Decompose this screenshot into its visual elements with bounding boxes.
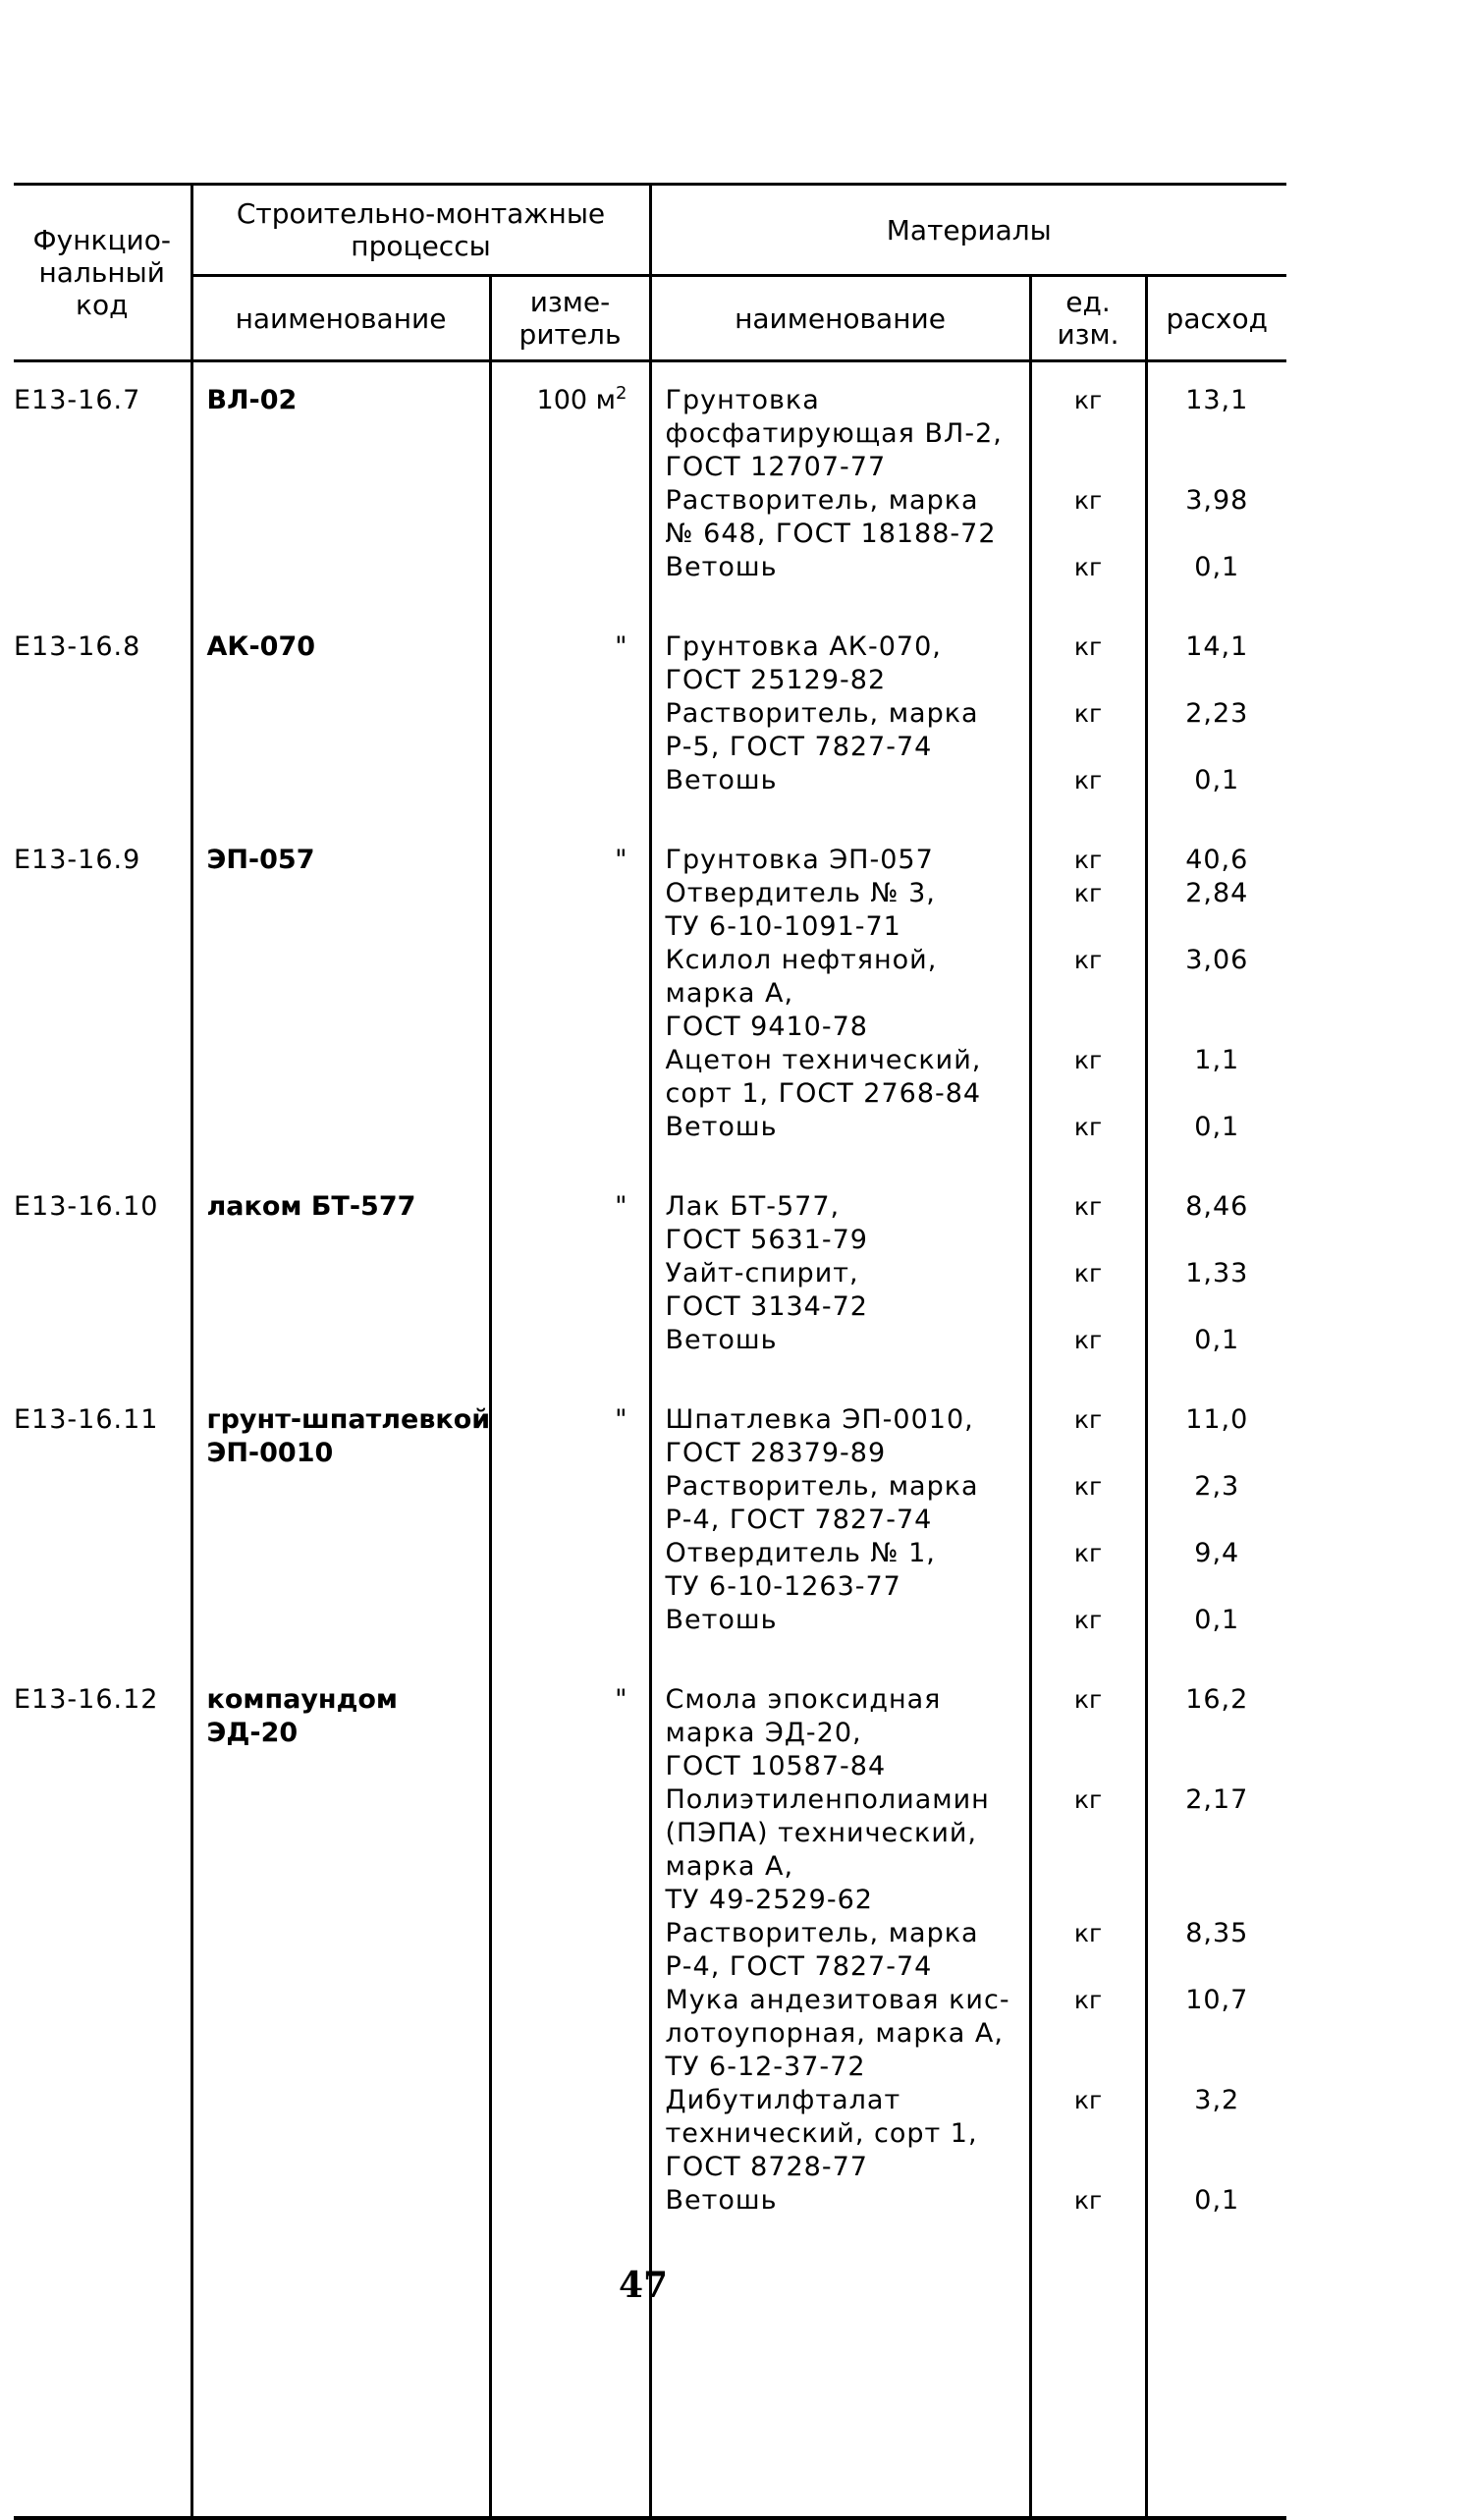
material-name	[652, 630, 1029, 697]
material-qty: 3,98	[1185, 485, 1249, 516]
material-name-line: марка А,	[665, 1851, 794, 1882]
material-unit: кг	[1073, 1192, 1103, 1221]
material-qty: 0,1	[1194, 1605, 1240, 1635]
material-name-line: Грунтовка АК-070,	[665, 631, 942, 662]
material-name-line: ТУ 6-12-37-72	[665, 2052, 866, 2082]
material-name	[652, 944, 1029, 1044]
material-unit: кг	[1073, 486, 1103, 515]
material-name-line: ГОСТ 28379-89	[665, 1438, 887, 1468]
header-code: Функцио- нальный код	[14, 185, 191, 361]
material-name-line: Растворитель, марка	[665, 485, 979, 516]
material-unit: кг	[1073, 699, 1103, 728]
material-name-line: ГОСТ 10587-84	[665, 1751, 887, 1781]
material-name-line: сорт 1, ГОСТ 2768-84	[665, 1078, 982, 1109]
material-qty: 0,1	[1194, 765, 1240, 795]
header-material-unit: ед. изм.	[1030, 276, 1146, 361]
material-name-line: Ветошь	[665, 1112, 778, 1142]
material-unit: кг	[1073, 1326, 1103, 1354]
process-unit-text: 100 м	[536, 385, 617, 415]
material-unit: кг	[1073, 1685, 1103, 1714]
material-qty: 2,23	[1185, 698, 1249, 729]
material-name-line: Отвердитель № 3,	[665, 878, 936, 908]
material-qty: 16,2	[1185, 1684, 1249, 1715]
material-unit: кг	[1073, 1259, 1103, 1287]
material-name-line: Отвердитель № 1,	[665, 1538, 936, 1568]
material-name-line: Грунтовка	[665, 385, 820, 415]
material-qty: 3,2	[1194, 2085, 1240, 2115]
material-name	[652, 1683, 1029, 1783]
row-process-name	[193, 1683, 489, 1750]
process-name-line: компаундом	[206, 1684, 398, 1715]
process-name-line: ЭП-0010	[206, 1438, 334, 1468]
table-header	[14, 185, 1286, 361]
material-name-line: Ксилол нефтяной,	[665, 945, 938, 975]
process-unit-text: "	[615, 1404, 627, 1435]
material-qty: 2,17	[1185, 1784, 1249, 1815]
row-code: Е13-16.7	[14, 385, 141, 415]
process-unit-superscript: 2	[616, 383, 627, 404]
header-process-name: наименование	[191, 276, 490, 361]
material-name-line: Полиэтиленполиамин	[665, 1784, 990, 1815]
material-unit: кг	[1073, 1785, 1103, 1814]
code-column	[14, 361, 191, 2519]
material-name-line: Растворитель, марка	[665, 698, 979, 729]
material-unit: кг	[1073, 1113, 1103, 1141]
material-name	[652, 877, 1029, 944]
material-name-line: Шпатлевка ЭП-0010,	[665, 1404, 974, 1435]
material-name	[652, 384, 1029, 484]
material-name	[652, 1190, 1029, 1257]
material-name-line: ГОСТ 5631-79	[665, 1225, 868, 1255]
material-name-line: ГОСТ 12707-77	[665, 452, 887, 482]
material-name	[652, 1604, 1029, 1637]
material-qty: 8,35	[1185, 1918, 1249, 1948]
row-process-name	[193, 1403, 489, 1470]
material-name	[652, 1537, 1029, 1604]
process-name-line: ВЛ-02	[206, 385, 298, 415]
material-name-line: Лак БТ-577,	[665, 1191, 841, 1222]
header-materials-group: Материалы	[650, 185, 1286, 276]
material-unit: кг	[1073, 1472, 1103, 1501]
material-name	[652, 551, 1029, 584]
material-name-line: ГОСТ 8728-77	[665, 2152, 868, 2182]
material-unit: кг	[1073, 2086, 1103, 2114]
material-name-line: марка ЭД-20,	[665, 1718, 862, 1748]
material-name-line: Грунтовка ЭП-057	[665, 845, 934, 875]
material-qty: 0,1	[1194, 1325, 1240, 1355]
material-unit: кг	[1073, 553, 1103, 581]
page-number: 47	[618, 2265, 669, 2306]
process-name-line: лаком БТ-577	[206, 1191, 416, 1222]
material-name-line: Уайт-спирит,	[665, 1258, 859, 1288]
material-qty: 2,84	[1185, 878, 1249, 908]
material-name-line: фосфатирующая ВЛ-2,	[665, 418, 1003, 449]
process-unit-text: "	[615, 845, 627, 875]
material-unit: кг	[1073, 2186, 1103, 2215]
material-name	[652, 1984, 1029, 2084]
material-unit: кг	[1073, 1919, 1103, 1947]
material-name	[652, 844, 1029, 877]
row-process-unit	[492, 1683, 649, 1717]
row-process-name	[193, 630, 489, 664]
material-qty: 1,33	[1185, 1258, 1249, 1288]
material-unit: кг	[1073, 386, 1103, 414]
material-name	[652, 2184, 1029, 2218]
row-process-unit	[492, 384, 649, 417]
material-name-line: технический, сорт 1,	[665, 2118, 978, 2149]
material-unit: кг	[1073, 766, 1103, 794]
materials-table	[14, 183, 1286, 2520]
material-unit: кг	[1073, 946, 1103, 974]
row-code: Е13-16.12	[14, 1684, 159, 1715]
material-name	[652, 1917, 1029, 1984]
material-name-line: Растворитель, марка	[665, 1471, 979, 1502]
material-name-line: Ветошь	[665, 1605, 778, 1635]
row-code: Е13-16.9	[14, 845, 141, 875]
row-process-unit	[492, 630, 649, 664]
material-qty: 1,1	[1194, 1045, 1240, 1075]
material-name-line: Ветошь	[665, 1325, 778, 1355]
material-name-line: ГОСТ 3134-72	[665, 1291, 868, 1322]
material-qty: 8,46	[1185, 1191, 1249, 1222]
material-name	[652, 764, 1029, 797]
material-name	[652, 2084, 1029, 2184]
row-code: Е13-16.10	[14, 1191, 159, 1222]
material-qty: 40,6	[1185, 845, 1249, 875]
material-qty: 0,1	[1194, 552, 1240, 582]
material-name-line: марка А,	[665, 978, 794, 1009]
material-name-line: № 648, ГОСТ 18188-72	[665, 519, 997, 549]
process-unit-text: "	[615, 631, 627, 662]
material-name	[652, 1111, 1029, 1144]
material-qty: 13,1	[1185, 385, 1249, 415]
material-name-line: Дибутилфталат	[665, 2085, 901, 2115]
material-name	[652, 1324, 1029, 1357]
material-name	[652, 1470, 1029, 1537]
material-qty: 3,06	[1185, 945, 1249, 975]
material-name-line: Мука андезитовая кис-	[665, 1985, 1010, 2015]
material-name-line: Р-4, ГОСТ 7827-74	[665, 1951, 933, 1982]
row-process-name	[193, 384, 489, 417]
material-qty: 0,1	[1194, 1112, 1240, 1142]
material-qty: 11,0	[1185, 1404, 1249, 1435]
header-material-name: наименование	[650, 276, 1030, 361]
process-unit-text: "	[615, 1191, 627, 1222]
material-name	[652, 1044, 1029, 1111]
material-name-line: ТУ 49-2529-62	[665, 1885, 873, 1915]
material-unit: кг	[1073, 1405, 1103, 1434]
material-unit: кг	[1073, 1606, 1103, 1634]
row-process-name	[193, 1190, 489, 1224]
header-process-group: Строительно-монтажные процессы	[191, 185, 650, 276]
header-process-unit: изме- ритель	[490, 276, 650, 361]
material-name-line: ТУ 6-10-1091-71	[665, 911, 901, 942]
material-unit: кг	[1073, 1046, 1103, 1074]
material-qty: 2,3	[1194, 1471, 1240, 1502]
material-name-column	[650, 361, 1030, 2519]
material-name-line: Ветошь	[665, 552, 778, 582]
material-name	[652, 484, 1029, 551]
material-unit: кг	[1073, 1539, 1103, 1567]
material-qty: 10,7	[1185, 1985, 1249, 2015]
row-process-unit	[492, 1403, 649, 1437]
material-name-line: Ацетон технический,	[665, 1045, 982, 1075]
process-name-line: АК-070	[206, 631, 316, 662]
material-name-line: ТУ 6-10-1263-77	[665, 1571, 901, 1602]
material-name-line: лотоупорная, марка А,	[665, 2018, 1004, 2049]
material-name-line: Р-4, ГОСТ 7827-74	[665, 1505, 933, 1535]
header-material-qty: расход	[1146, 276, 1286, 361]
material-name-line: (ПЭПА) технический,	[665, 1818, 977, 1848]
material-unit-column	[1030, 361, 1146, 2519]
material-name-line: Ветошь	[665, 2185, 778, 2216]
process-name-line: ЭП-057	[206, 845, 315, 875]
row-code: Е13-16.8	[14, 631, 141, 662]
material-name	[652, 1783, 1029, 1917]
process-name-column	[191, 361, 490, 2519]
material-name-line: Р-5, ГОСТ 7827-74	[665, 732, 933, 762]
row-process-unit	[492, 1190, 649, 1224]
material-unit: кг	[1073, 879, 1103, 907]
material-unit: кг	[1073, 632, 1103, 661]
material-qty-column	[1146, 361, 1286, 2519]
process-name-line: ЭД-20	[206, 1718, 299, 1748]
row-code: Е13-16.11	[14, 1404, 159, 1435]
material-name-line: ГОСТ 25129-82	[665, 665, 887, 695]
material-name	[652, 697, 1029, 764]
material-name-line: Смола эпоксидная	[665, 1684, 942, 1715]
material-qty: 9,4	[1194, 1538, 1240, 1568]
material-name	[652, 1257, 1029, 1324]
row-process-unit	[492, 844, 649, 877]
material-name	[652, 1403, 1029, 1470]
material-qty: 14,1	[1185, 631, 1249, 662]
process-unit-text: "	[615, 1684, 627, 1715]
material-qty: 0,1	[1194, 2185, 1240, 2216]
row-process-name	[193, 844, 489, 877]
material-unit: кг	[1073, 846, 1103, 874]
process-unit-column	[490, 361, 650, 2519]
process-name-line: грунт-шпатлевкой	[206, 1404, 491, 1435]
material-name-line: Растворитель, марка	[665, 1918, 979, 1948]
material-name-line: Ветошь	[665, 765, 778, 795]
material-unit: кг	[1073, 1986, 1103, 2014]
material-name-line: ГОСТ 9410-78	[665, 1012, 868, 1042]
